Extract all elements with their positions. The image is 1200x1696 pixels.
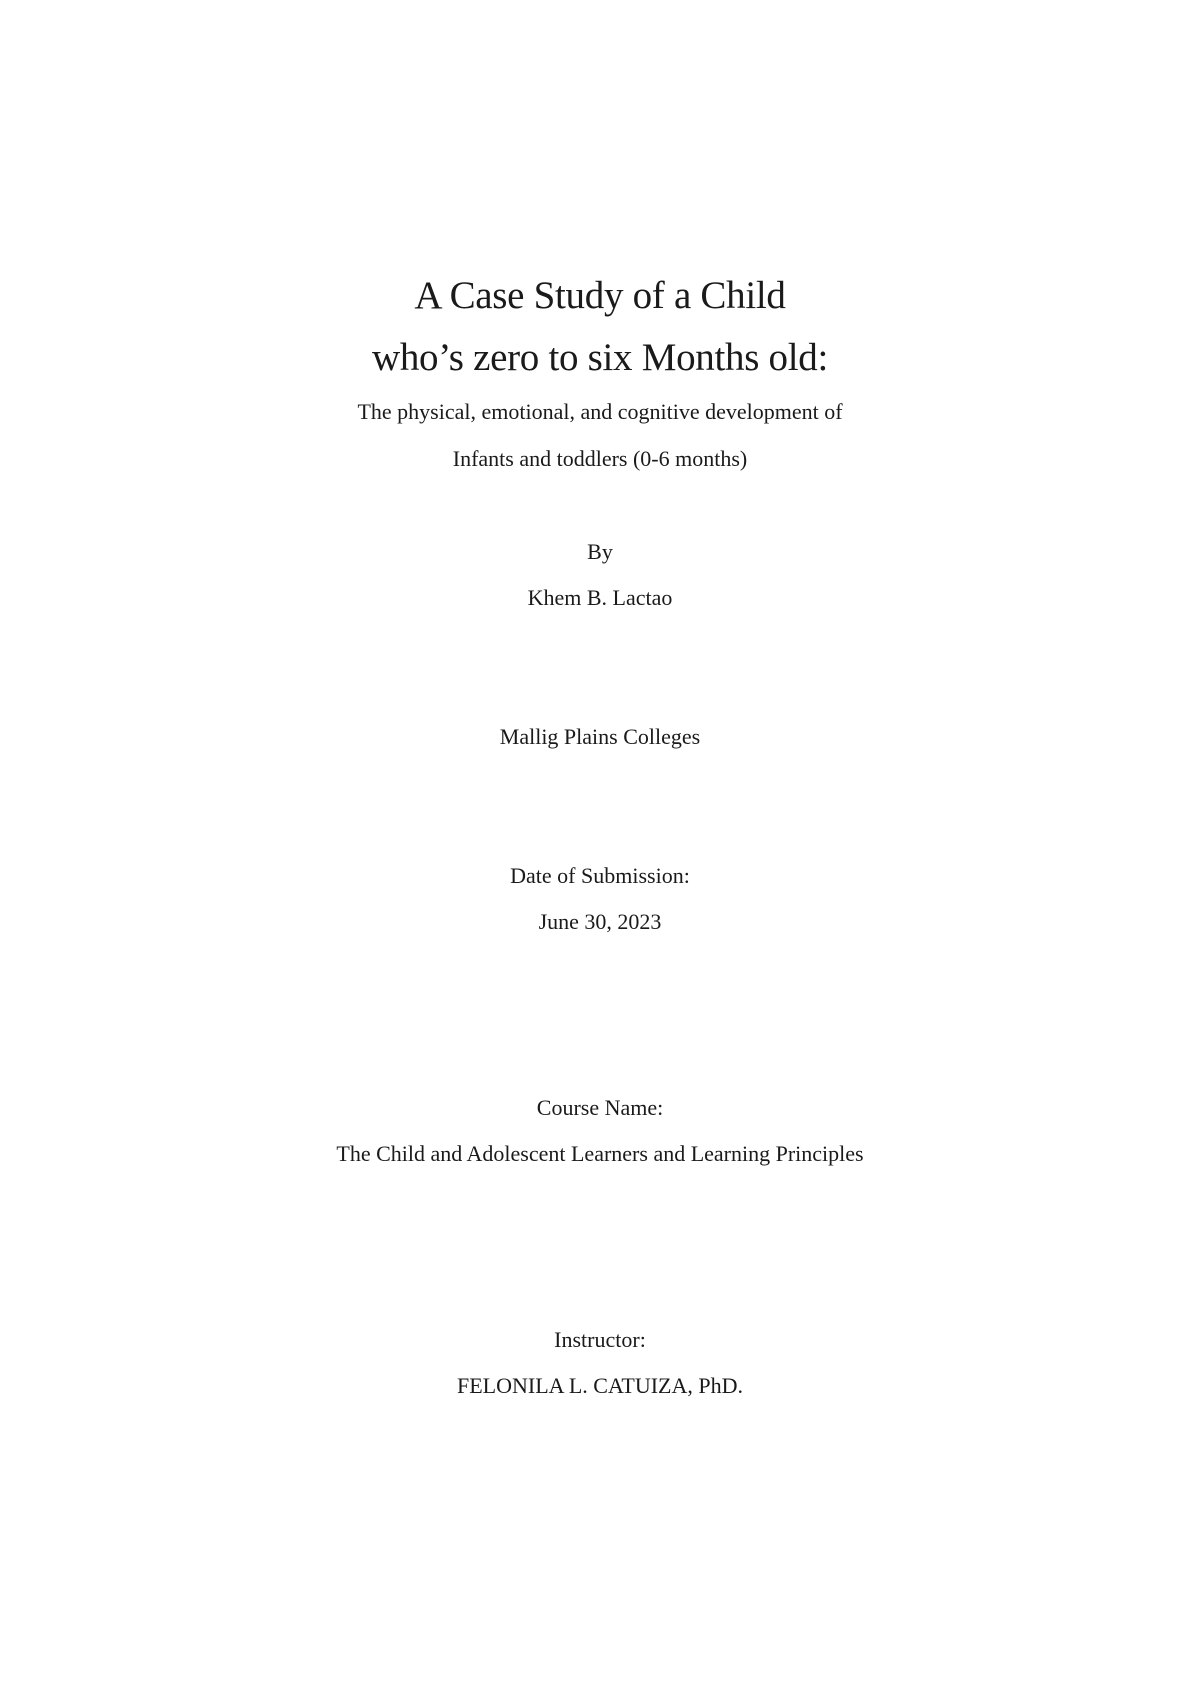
institution-name: Mallig Plains Colleges (499, 724, 701, 749)
title-line-1: A Case Study of a Child (414, 274, 786, 317)
submission-label: Date of Submission: (510, 863, 690, 888)
instructor-label: Instructor: (554, 1327, 646, 1352)
subtitle-line-2: Infants and toddlers (0-6 months) (452, 446, 748, 471)
course-name: The Child and Adolescent Learners and Learning Principles (336, 1141, 864, 1166)
submission-date: June 30, 2023 (538, 909, 662, 934)
title-line-2: who’s zero to six Months old: (371, 336, 829, 379)
by-label: By (587, 539, 613, 564)
course-label: Course Name: (536, 1095, 664, 1120)
subtitle-line-1: The physical, emotional, and cognitive development of (357, 399, 843, 424)
instructor-name: FELONILA L. CATUIZA, PhD. (457, 1373, 743, 1398)
author-name: Khem B. Lactao (527, 585, 673, 610)
